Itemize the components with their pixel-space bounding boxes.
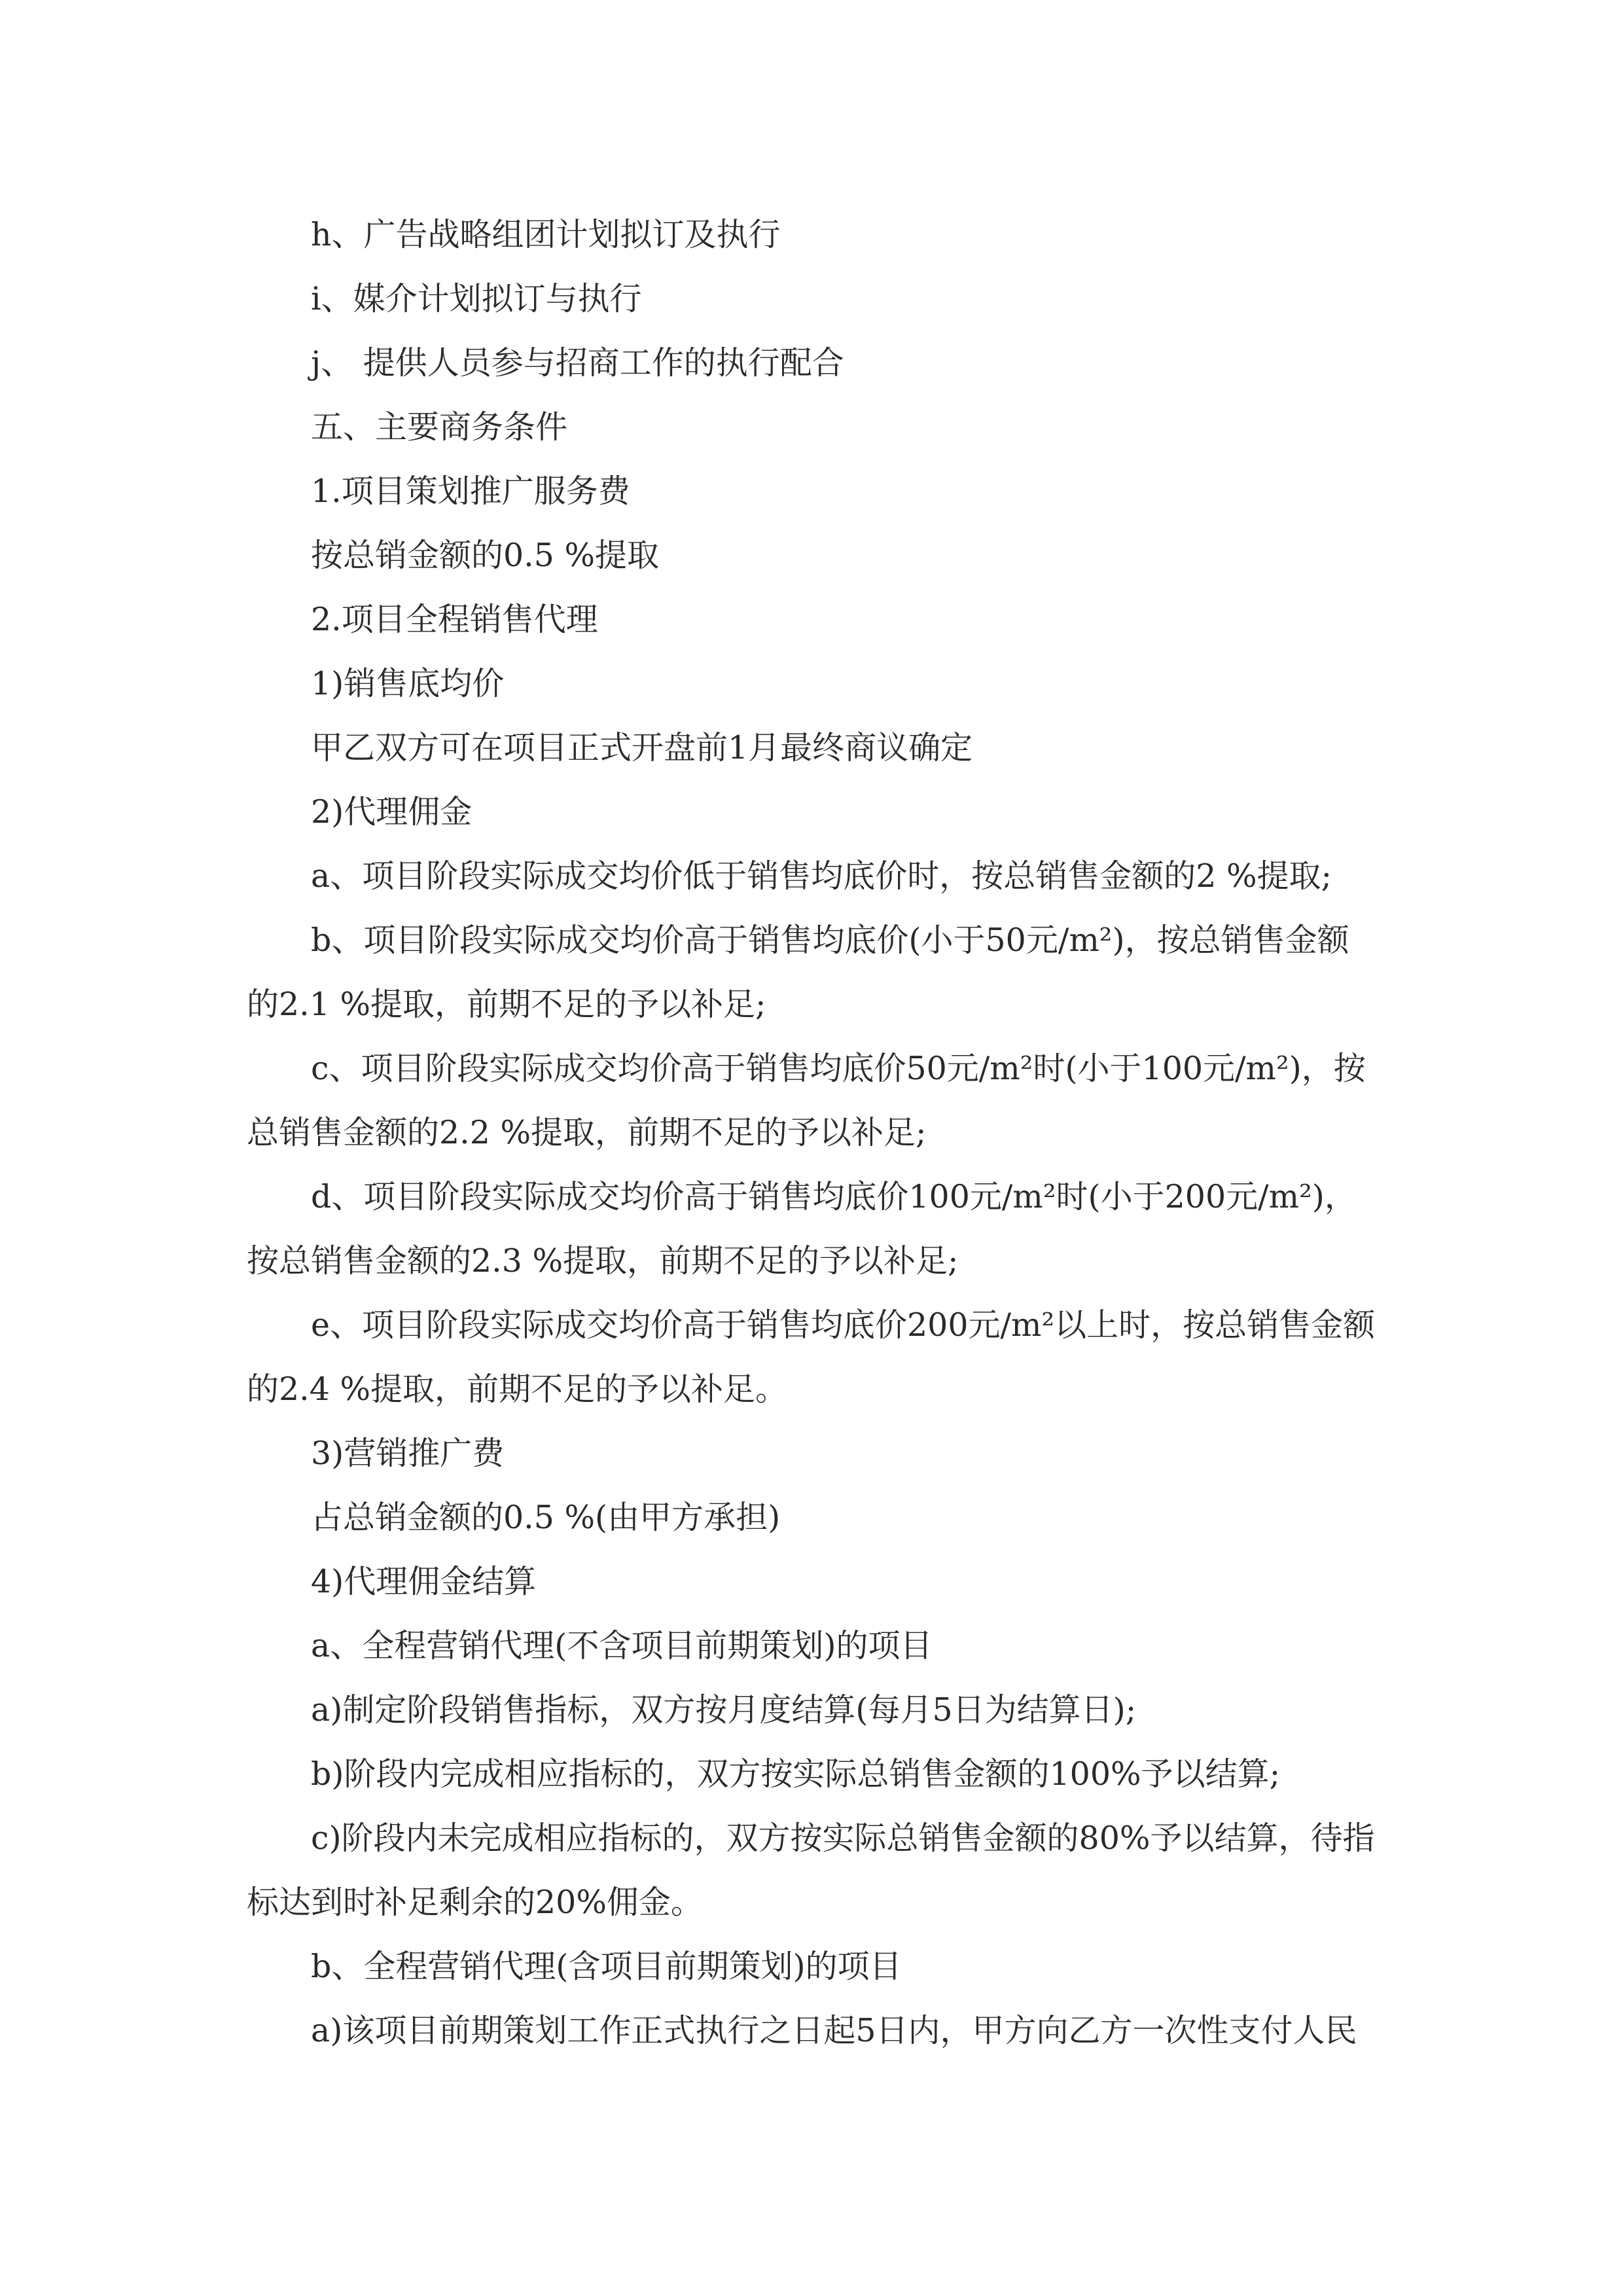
paragraph-line: 4)代理佣金结算: [311, 1563, 537, 1600]
paragraph-line: 2)代理佣金: [311, 793, 473, 831]
section-heading: 五、主要商务条件: [311, 408, 568, 446]
paragraph-line: 的2.4 %提取，前期不足的予以补足。: [247, 1371, 788, 1408]
paragraph-line: 占总销金额的0.5 %(由甲方承担): [311, 1499, 781, 1536]
paragraph-line: b、全程营销代理(含项目前期策划)的项目: [311, 1948, 902, 1985]
paragraph-line: c)阶段内未完成相应指标的，双方按实际总销售金额的80%予以结算，待指: [311, 1820, 1375, 1857]
paragraph-line: 甲乙双方可在项目正式开盘前1月最终商议确定: [311, 729, 973, 766]
paragraph-line: j、 提供人员参与招商工作的执行配合: [311, 344, 844, 382]
paragraph-line: 按总销金额的0.5 %提取: [311, 537, 660, 574]
paragraph-line: a)该项目前期策划工作正式执行之日起5日内，甲方向乙方一次性支付人民: [311, 2012, 1357, 2049]
paragraph-line: h、广告战略组团计划拟订及执行: [311, 216, 781, 253]
paragraph-line: d、项目阶段实际成交均价高于销售均底价100元/m²时(小于200元/m²)，: [311, 1178, 1357, 1215]
paragraph-line: 标达到时补足剩余的20%佣金。: [247, 1884, 703, 1921]
paragraph-line: i、媒介计划拟订与执行: [311, 280, 642, 317]
paragraph-line: b)阶段内完成相应指标的，双方按实际总销售金额的100%予以结算;: [311, 1755, 1281, 1793]
paragraph-line: a、全程营销代理(不含项目前期策划)的项目: [311, 1627, 933, 1664]
paragraph-line: a、项目阶段实际成交均价低于销售均底价时，按总销售金额的2 %提取;: [311, 857, 1332, 895]
paragraph-line: 按总销售金额的2.3 %提取，前期不足的予以补足;: [247, 1242, 959, 1280]
paragraph-line: a)制定阶段销售指标，双方按月度结算(每月5日为结算日);: [311, 1691, 1137, 1729]
paragraph-line: b、项目阶段实际成交均价高于销售均底价(小于50元/m²)，按总销售金额: [311, 922, 1349, 959]
paragraph-line: 总销售金额的2.2 %提取，前期不足的予以补足;: [247, 1114, 927, 1151]
document-body: [247, 203, 1379, 2063]
paragraph-line: c、项目阶段实际成交均价高于销售均底价50元/m²时(小于100元/m²)，按: [311, 1050, 1366, 1087]
paragraph-line: 3)营销推广费: [311, 1435, 505, 1472]
paragraph-line: 1.项目策划推广服务费: [311, 473, 630, 510]
paragraph-line: e、项目阶段实际成交均价高于销售均底价200元/m²以上时，按总销售金额: [311, 1306, 1376, 1344]
paragraph-line: 1)销售底均价: [311, 665, 505, 702]
paragraph-line: 的2.1 %提取，前期不足的予以补足;: [247, 986, 766, 1023]
paragraph-line: 2.项目全程销售代理: [311, 601, 598, 638]
